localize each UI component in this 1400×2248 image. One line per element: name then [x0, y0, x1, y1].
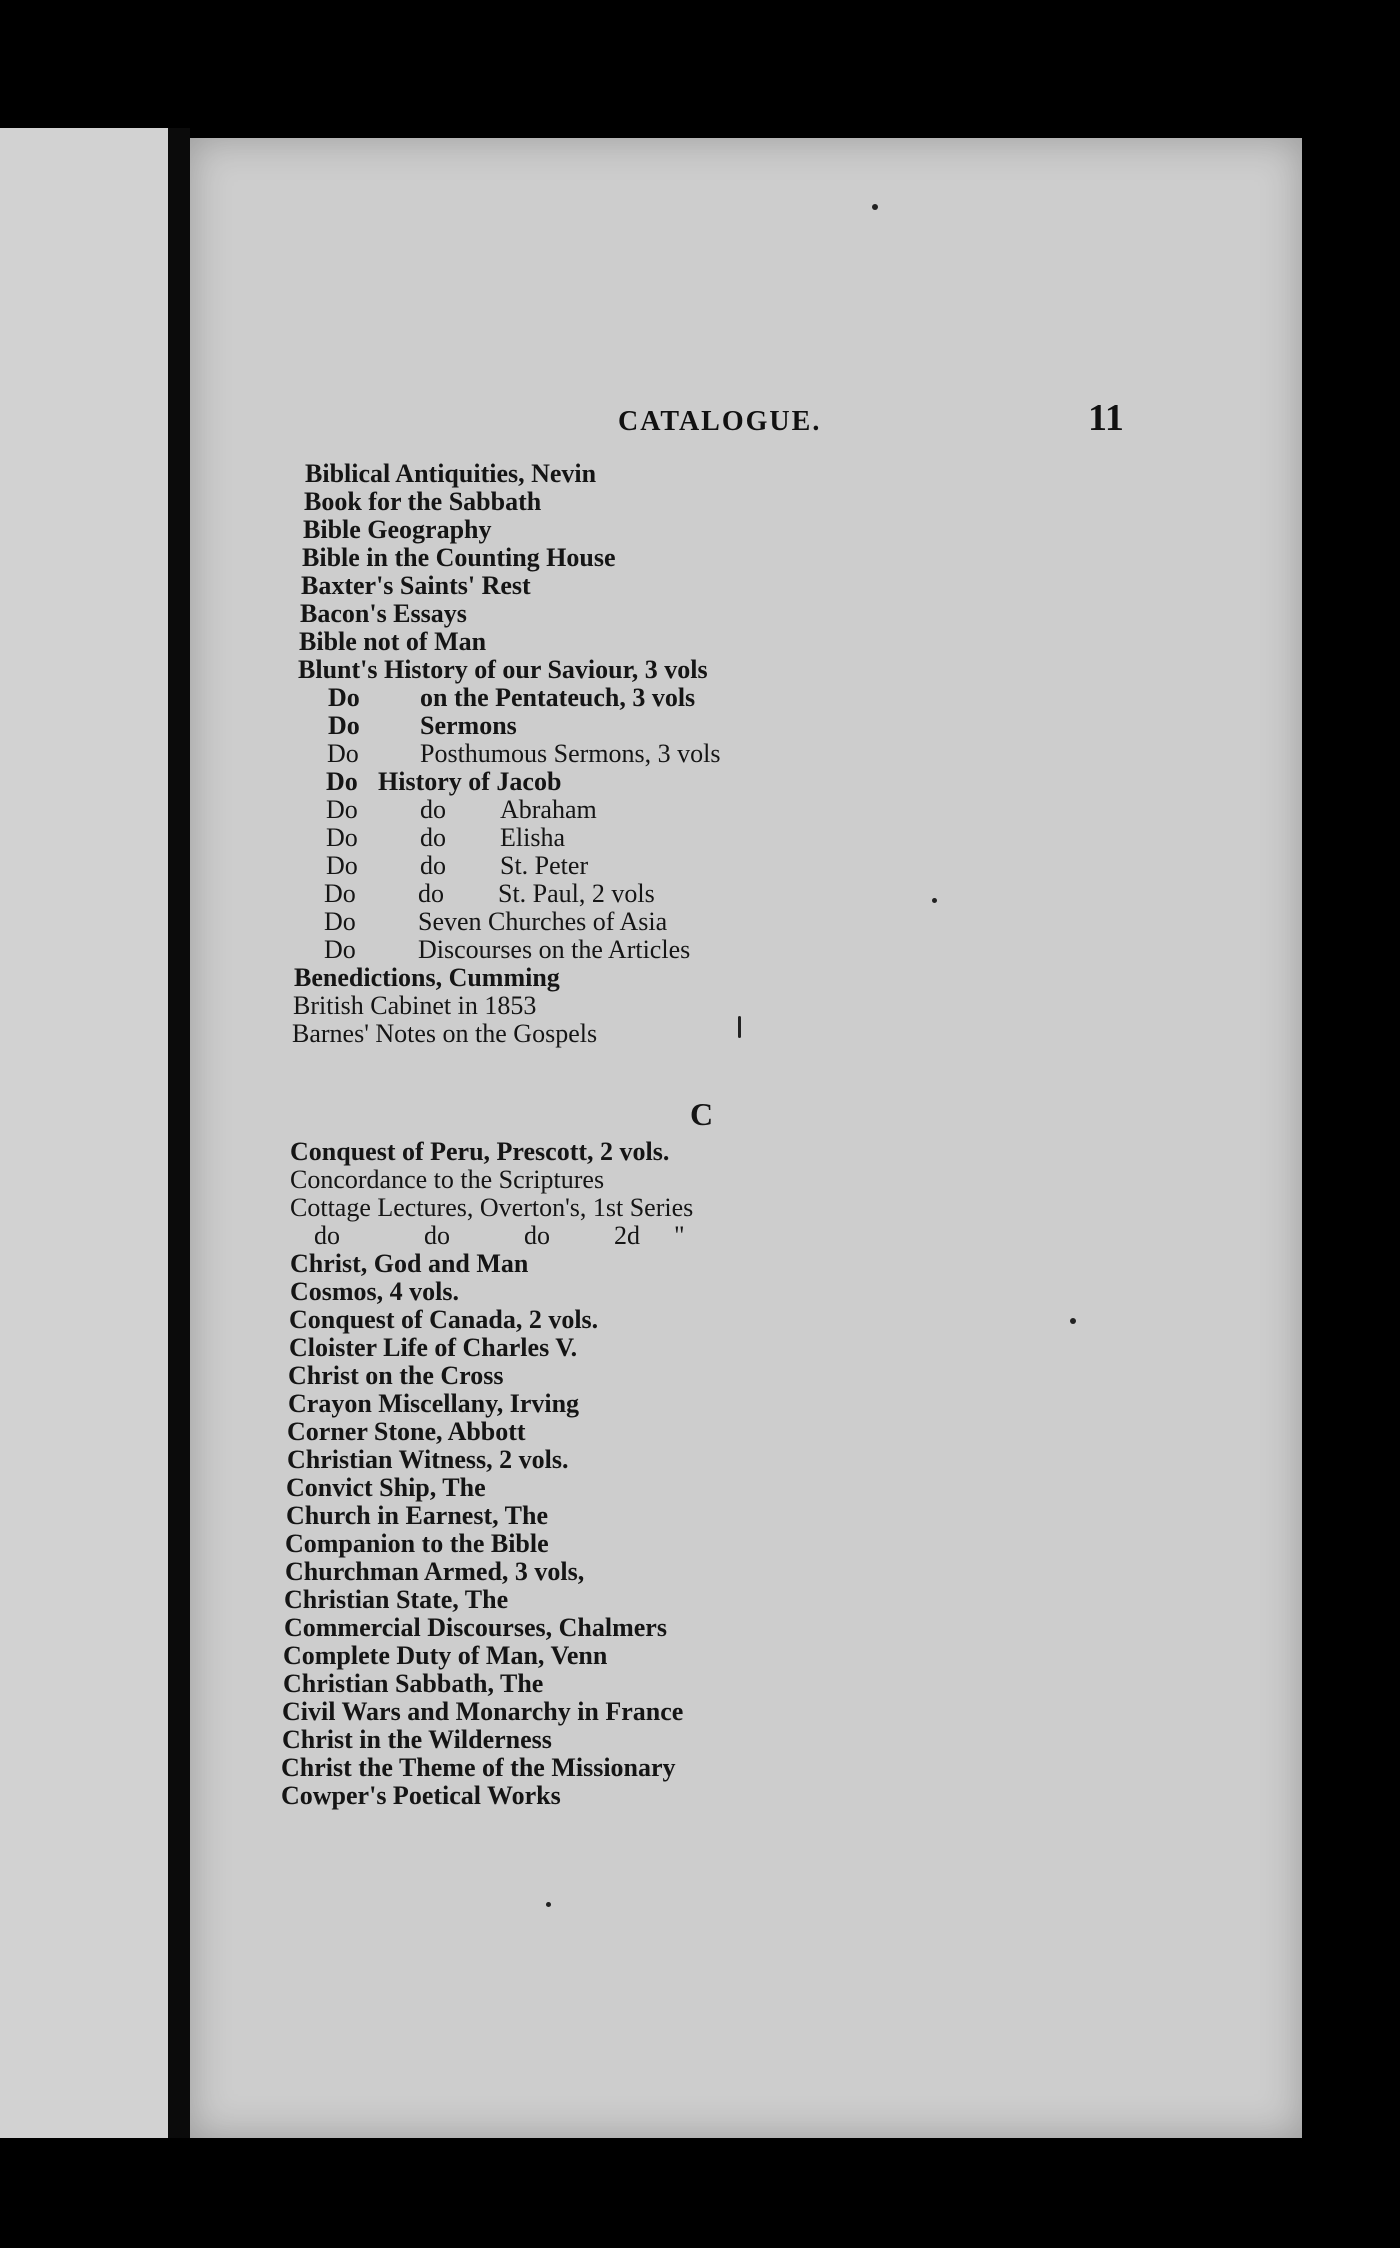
- ditto: Do: [328, 683, 360, 712]
- list-item: Christ the Theme of the Missionary: [281, 1753, 676, 1782]
- scan-speck: [932, 898, 937, 903]
- entry-text: on the Pentateuch, 3 vols: [420, 683, 696, 712]
- list-item: Conquest of Canada, 2 vols.: [289, 1305, 599, 1334]
- list-item: Cosmos, 4 vols.: [290, 1277, 460, 1306]
- entry-ditto: do: [420, 795, 446, 824]
- entry-text: Elisha: [500, 823, 565, 852]
- facing-page-edge: [0, 128, 168, 2138]
- list-item: Benedictions, Cumming: [294, 963, 560, 992]
- entry-ditto: do: [420, 851, 446, 880]
- entry-ditto: do: [420, 823, 446, 852]
- list-item: Baxter's Saints' Rest: [301, 571, 531, 600]
- ditto: Do: [324, 879, 356, 908]
- list-item: Complete Duty of Man, Venn: [283, 1641, 608, 1670]
- list-item: Church in Earnest, The: [286, 1501, 548, 1530]
- ditto: Do: [324, 907, 356, 936]
- list-item: Book for the Sabbath: [304, 487, 542, 516]
- list-item: Christian State, The: [284, 1585, 509, 1614]
- list-item: British Cabinet in 1853: [293, 991, 537, 1020]
- ditto: Do: [326, 767, 358, 796]
- list-item: Cloister Life of Charles V.: [289, 1333, 578, 1362]
- list-item: Christ, God and Man: [290, 1249, 529, 1278]
- catalogue-page: [190, 138, 1302, 2138]
- list-item: [314, 1221, 685, 1250]
- scan-mark: [738, 1016, 741, 1038]
- section-heading: C: [690, 1096, 714, 1132]
- list-item: Barnes' Notes on the Gospels: [292, 1019, 598, 1048]
- entry-ditto: do: [524, 1221, 550, 1250]
- entry-text: Posthumous Sermons, 3 vols: [420, 739, 721, 768]
- list-item: Blunt's History of our Saviour, 3 vols: [298, 655, 708, 684]
- list-item: Companion to the Bible: [285, 1529, 549, 1558]
- entry-ditto: do: [424, 1221, 450, 1250]
- book-gutter: [168, 128, 190, 2138]
- list-item: Cottage Lectures, Overton's, 1st Series: [290, 1193, 694, 1222]
- list-item: Churchman Armed, 3 vols,: [285, 1557, 585, 1586]
- list-item: Civil Wars and Monarchy in France: [282, 1697, 684, 1726]
- ditto: Do: [328, 711, 360, 740]
- entry-ditto: ": [674, 1221, 685, 1250]
- list-item: Crayon Miscellany, Irving: [288, 1389, 580, 1418]
- list-item: Biblical Antiquities, Nevin: [305, 459, 597, 488]
- list-item: Convict Ship, The: [286, 1473, 486, 1502]
- scan-speck: [872, 204, 878, 210]
- entry-text: Sermons: [420, 711, 517, 740]
- entry-text: History of Jacob: [378, 767, 562, 796]
- running-head: CATALOGUE.: [618, 406, 822, 437]
- list-item: Commercial Discourses, Chalmers: [284, 1613, 667, 1642]
- list-item: Conquest of Peru, Prescott, 2 vols.: [290, 1137, 670, 1166]
- ditto: Do: [324, 935, 356, 964]
- entry-text: Seven Churches of Asia: [418, 907, 668, 936]
- list-item: Bible not of Man: [299, 627, 487, 656]
- entry-text: Discourses on the Articles: [418, 935, 691, 964]
- list-item: Bacon's Essays: [300, 599, 467, 628]
- ditto: Do: [326, 823, 358, 852]
- ditto: Do: [326, 851, 358, 880]
- scan-speck: [1070, 1318, 1076, 1324]
- list-item: Christian Witness, 2 vols.: [287, 1445, 569, 1474]
- catalogue-entries-c: [190, 138, 1302, 2138]
- scan-speck: [546, 1902, 551, 1907]
- entry-ditto: do: [418, 879, 444, 908]
- list-item: Cowper's Poetical Works: [281, 1781, 561, 1810]
- ditto: do: [314, 1221, 340, 1250]
- page-number: 11: [1088, 397, 1124, 439]
- list-item: Christ in the Wilderness: [282, 1725, 552, 1754]
- list-item: Corner Stone, Abbott: [287, 1417, 526, 1446]
- entry-text: 2d: [614, 1221, 640, 1250]
- list-item: Concordance to the Scriptures: [290, 1165, 605, 1194]
- list-item: Bible Geography: [303, 515, 492, 544]
- ditto: Do: [326, 795, 358, 824]
- entry-text: St. Paul, 2 vols: [498, 879, 655, 908]
- ditto: Do: [327, 739, 359, 768]
- list-item: Bible in the Counting House: [302, 543, 616, 572]
- list-item: Christ on the Cross: [288, 1361, 504, 1390]
- list-item: Christian Sabbath, The: [283, 1669, 544, 1698]
- entry-text: St. Peter: [500, 851, 589, 880]
- entry-text: Abraham: [500, 795, 597, 824]
